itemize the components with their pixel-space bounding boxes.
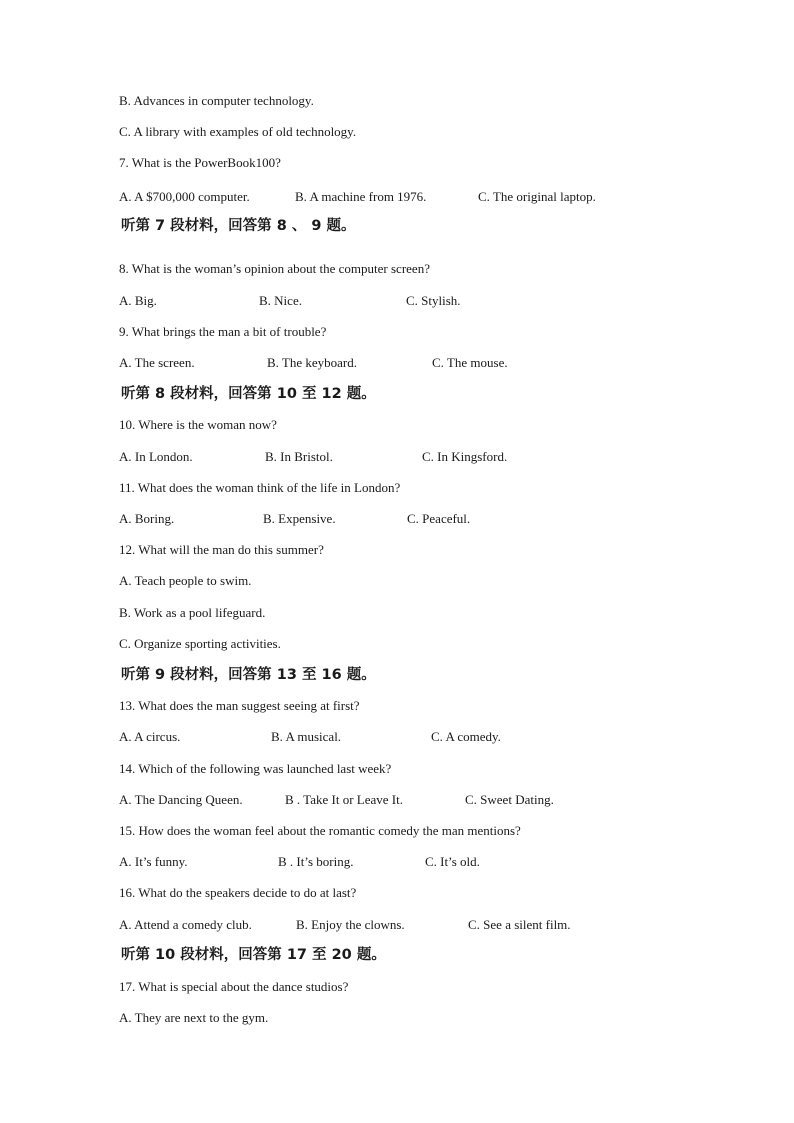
question-17: 17. What is special about the dance studios? xyxy=(119,979,349,994)
question-16: 16. What do the speakers decide to do at last? xyxy=(119,885,357,900)
option-c: C. Sweet Dating. xyxy=(465,792,554,807)
option-c: C. Peaceful. xyxy=(407,511,471,526)
option-a: A. The screen. xyxy=(119,355,195,370)
option-a: A. Attend a comedy club. xyxy=(119,917,252,932)
option-a: A. The Dancing Queen. xyxy=(119,792,243,807)
option-text: B. Work as a pool lifeguard. xyxy=(119,605,266,620)
option-b: B . Take It or Leave It. xyxy=(285,792,403,807)
option-text: B. Advances in computer technology. xyxy=(119,93,314,108)
option-b: B. Enjoy the clowns. xyxy=(296,917,405,932)
option-text: C. A library with examples of old technology. xyxy=(119,124,357,139)
question-15: 15. How does the woman feel about the romantic comedy the man mentions? xyxy=(119,823,521,838)
option-c: C. It’s old. xyxy=(425,854,480,869)
section-heading-8: 听第 8 段材料，回答第 10 至 12 题。 xyxy=(121,386,376,402)
section-heading-7: 听第 7 段材料，回答第 8 、 9 题。 xyxy=(121,218,356,234)
question-9: 9. What brings the man a bit of trouble? xyxy=(119,324,327,339)
option-a: A. A circus. xyxy=(119,729,181,744)
section-heading-10: 听第 10 段材料，回答第 17 至 20 题。 xyxy=(121,947,386,963)
option-a: A. Big. xyxy=(119,293,157,308)
option-b: B. A musical. xyxy=(271,729,342,744)
option-c: C. The mouse. xyxy=(432,355,508,370)
option-b: B. Expensive. xyxy=(263,511,336,526)
option-a: A. Boring. xyxy=(119,511,175,526)
question-12: 12. What will the man do this summer? xyxy=(119,542,324,557)
option-c: C. In Kingsford. xyxy=(422,449,508,464)
option-b: B . It’s boring. xyxy=(278,854,354,869)
option-a: A. In London. xyxy=(119,449,193,464)
option-c: C. The original laptop. xyxy=(478,189,596,204)
question-8: 8. What is the woman’s opinion about the computer screen? xyxy=(119,261,430,276)
option-c: C. See a silent film. xyxy=(468,917,571,932)
option-c: C. Stylish. xyxy=(406,293,461,308)
question-7: 7. What is the PowerBook100? xyxy=(119,155,281,170)
option-b: B. The keyboard. xyxy=(267,355,358,370)
question-11: 11. What does the woman think of the life in London? xyxy=(119,480,401,495)
option-b: B. A machine from 1976. xyxy=(295,189,427,204)
option-a: A. A $700,000 computer. xyxy=(119,189,250,204)
option-c: C. A comedy. xyxy=(431,729,501,744)
section-heading-9: 听第 9 段材料，回答第 13 至 16 题。 xyxy=(121,667,376,683)
question-10: 10. Where is the woman now? xyxy=(119,417,277,432)
option-text: C. Organize sporting activities. xyxy=(119,636,281,651)
question-14: 14. Which of the following was launched last week? xyxy=(119,761,392,776)
option-b: B. In Bristol. xyxy=(265,449,333,464)
option-b: B. Nice. xyxy=(259,293,302,308)
question-13: 13. What does the man suggest seeing at first? xyxy=(119,698,360,713)
option-text: A. They are next to the gym. xyxy=(119,1010,269,1025)
option-text: A. Teach people to swim. xyxy=(119,573,252,588)
option-a: A. It’s funny. xyxy=(119,854,188,869)
